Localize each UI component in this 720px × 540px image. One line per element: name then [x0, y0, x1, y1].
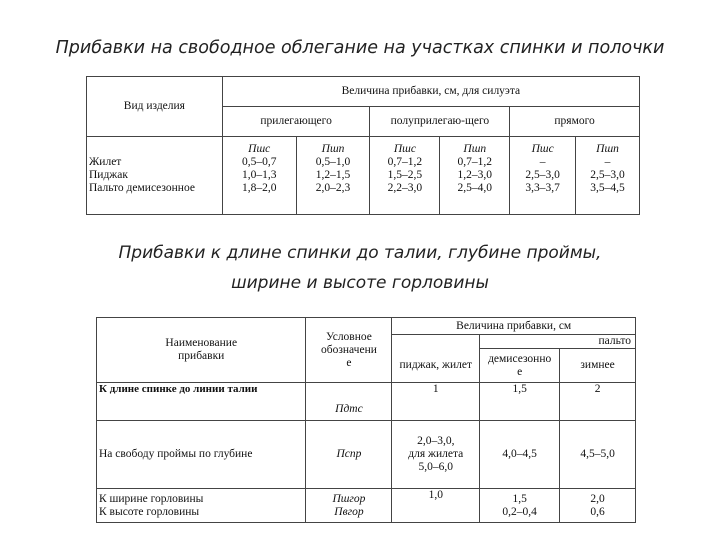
- group-header: Величина прибавки, см: [392, 318, 636, 335]
- table2-title-line: ширине и высоте горловины: [231, 273, 489, 293]
- table1: [86, 76, 640, 215]
- row-symbol: Пдтс: [306, 383, 392, 421]
- sub-header: Пшп: [463, 143, 487, 155]
- cell-value: 0,7–1,2: [387, 156, 423, 168]
- cell-value: 2,5–3,0: [525, 169, 560, 181]
- row-name: Пиджак: [89, 169, 128, 181]
- cell-value: 0,5–0,7: [241, 156, 277, 168]
- cell-value: 3,5–4,5: [590, 182, 625, 194]
- cell-value: 0,7–1,2: [457, 156, 493, 168]
- col-header-name: [97, 318, 306, 383]
- value-line: 0,2–0,4: [502, 505, 537, 518]
- row-name-line: К ширине горловины: [99, 492, 204, 505]
- col-header-jacket: пиджак, жилет: [392, 349, 480, 383]
- row-name: Жилет: [89, 156, 122, 168]
- value-line: 1,5: [512, 492, 527, 505]
- cell-value: 1,8–2,0: [241, 182, 277, 194]
- silhouette-straight: прямого: [510, 107, 640, 137]
- cell-value: –: [539, 156, 546, 168]
- cell-value: 4,0–4,5: [480, 421, 560, 489]
- table2-title: [0, 238, 720, 298]
- cell-value: 1,2–3,0: [457, 169, 493, 181]
- cell-value: 1: [392, 383, 480, 421]
- cell-value: [392, 421, 480, 489]
- cell-value: –: [604, 156, 611, 168]
- header-line: прибавки: [178, 350, 225, 362]
- cell-value: 2,2–3,0: [387, 182, 423, 194]
- blank-cell: [392, 335, 480, 349]
- row-name-line: К высоте горловины: [99, 505, 200, 518]
- col-header-winter: зимнее: [560, 349, 636, 383]
- cell-value: 1,5: [480, 383, 560, 421]
- header-line: демисезонно: [488, 352, 552, 365]
- cell-value: [480, 489, 560, 523]
- cell-value: 3,3–3,7: [525, 182, 560, 194]
- col-cell: [370, 137, 440, 215]
- value-line: 5,0–6,0: [418, 461, 454, 473]
- sub-header: Пшп: [321, 143, 345, 155]
- coat-header: пальто: [480, 335, 636, 349]
- header-line: е: [517, 365, 523, 378]
- col-cell: [576, 137, 640, 215]
- value-line: 2,0: [590, 492, 605, 505]
- table1-title: Прибавки на свободное облегание на участках спинки и полочки: [55, 38, 665, 58]
- group-header: Величина прибавки, см, для силуэта: [222, 77, 639, 107]
- cell-value: 2,0–2,3: [315, 182, 351, 194]
- row-symbol: Пспр: [306, 421, 392, 489]
- header-line: е: [346, 356, 352, 369]
- row-name: К длине спинке до линии талии: [97, 383, 306, 421]
- header-line: Наименование: [165, 337, 238, 349]
- col-header-demi: [480, 349, 560, 383]
- sub-header: Пшс: [531, 143, 554, 155]
- row-names-cell: [87, 137, 223, 215]
- cell-value: 0,5–1,0: [315, 156, 351, 168]
- header-line: Условное: [325, 330, 372, 343]
- col-header-item: Вид изделия: [87, 77, 223, 137]
- row-name: На свободу проймы по глубине: [97, 421, 306, 489]
- cell-value: 4,5–5,0: [560, 421, 636, 489]
- cell-value: 2,5–4,0: [457, 182, 493, 194]
- cell-value: 2,5–3,0: [590, 169, 625, 181]
- silhouette-semi-fitted: полуприлегаю-щего: [370, 107, 510, 137]
- header-line: обозначени: [320, 343, 377, 356]
- value-line: 0,6: [590, 505, 605, 518]
- table2: [96, 317, 636, 523]
- sub-header: Пшс: [393, 143, 416, 155]
- silhouette-fitted: прилегающего: [222, 107, 370, 137]
- row-symbol: [306, 489, 392, 523]
- cell-value: 1,5–2,5: [387, 169, 423, 181]
- cell-value: 2: [560, 383, 636, 421]
- sub-header: Пшс: [248, 143, 271, 155]
- col-cell: [440, 137, 510, 215]
- row-name: [97, 489, 306, 523]
- cell-value: 1,2–1,5: [315, 169, 351, 181]
- cell-value: [560, 489, 636, 523]
- symbol-line: Пвгор: [334, 505, 364, 518]
- table2-title-line: Прибавки к длине спинки до талии, глубине проймы,: [118, 243, 602, 263]
- col-cell: [296, 137, 370, 215]
- row-name: Пальто демисезонное: [89, 182, 195, 194]
- col-cell: [222, 137, 296, 215]
- cell-value: 1,0: [392, 489, 480, 523]
- cell-value: 1,0–1,3: [241, 169, 277, 181]
- col-cell: [510, 137, 576, 215]
- col-header-symbol: [306, 318, 392, 383]
- symbol-line: Пшгор: [332, 492, 366, 505]
- value-line: 2,0–3,0,: [417, 435, 455, 447]
- sub-header: Пшп: [596, 143, 619, 155]
- value-line: для жилета: [408, 448, 464, 460]
